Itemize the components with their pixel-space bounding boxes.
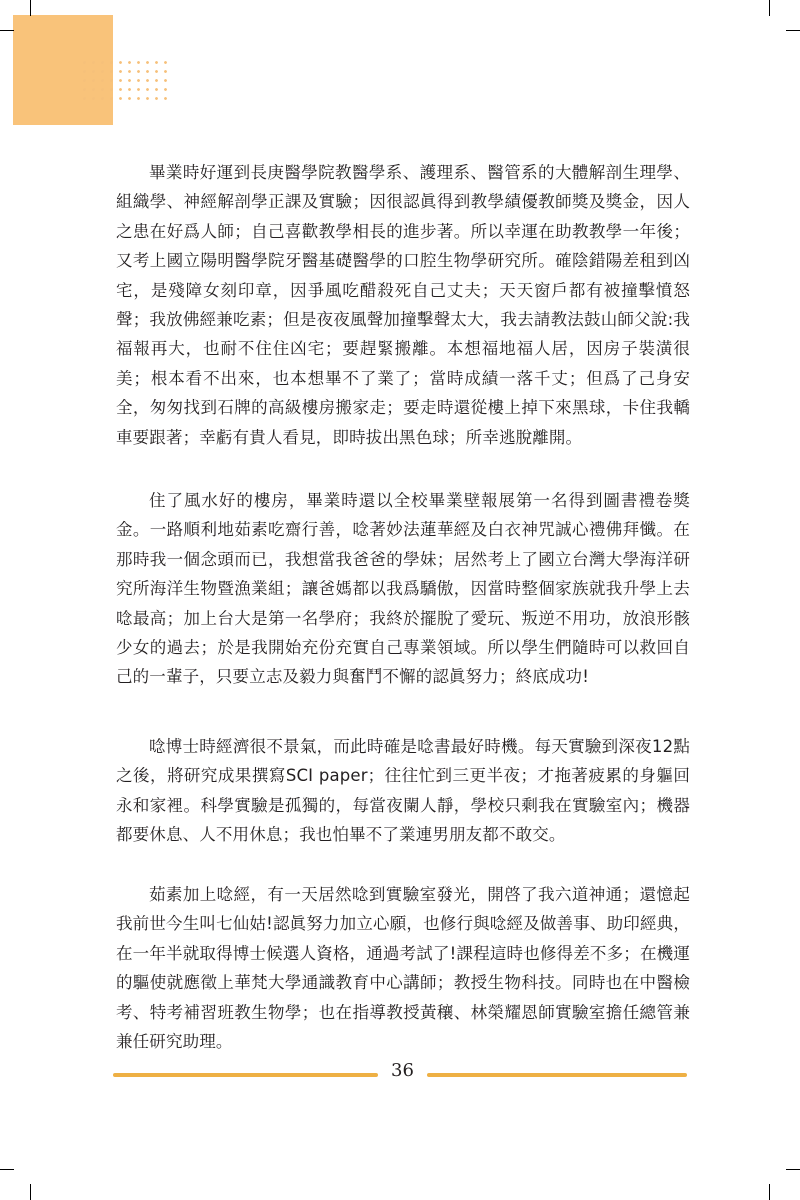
body-paragraph: 住了風水好的樓房，畢業時還以全校畢業壁報展第一名得到圖書禮卷獎金。一路順利地茹素吃齋行善，唸著妙法蓮華經及白衣神咒誠心禮佛拜懺。在那時我一個念頭而已，我想當我爸爸的學妹；居然考上了國立台灣大學海洋研究所海洋生物暨漁業組；讓爸媽都以我爲驕傲，因當時整個家族就我升學上去唸最高；加上台大是第一名學府；我終於擺脫了愛玩、叛逆不用功，放浪形骸少女的過去；於是我開始充份充實自己專業領域。所以學生們隨時可以救回自己的一輩子，只要立志及毅力與奮鬥不懈的認眞努力；終底成功! (116, 491, 690, 687)
footer-rule-right (427, 1073, 687, 1077)
crop-mark (769, 1184, 770, 1200)
body-paragraph: 畢業時好運到長庚醫學院教醫學系、護理系、醫管系的大體解剖生理學、組織學、神經解剖學正課及實驗；因很認眞得到教學績優教師獎及獎金，因人之患在好爲人師；自己喜歡教學相長的進步著。所以幸運在助教教學一年後；又考上國立陽明醫學院牙醫基礎醫學的口腔生物學研究所。確陰錯陽差租到凶宅，是殘障女刻印章，因爭風吃醋殺死自己丈夫；天天窗戶都有被撞擊憤怒聲；我放佛經兼吃素；但是夜夜風聲加撞擊聲太大，我去請教法鼓山師父說:我福報再大，也耐不住住凶宅；要趕緊搬離。本想福地福人居，因房子裝潢很美；根本看不出來，也本想畢不了業了；當時成績一落千丈；但爲了己身安全，匆匆找到石牌的高級樓房搬家走；要走時還從樓上掉下來黑球，卡住我轎車要跟著；幸虧有貴人看見，即時拔出黑色球；所幸逃脫離開。 (116, 163, 690, 447)
crop-mark (786, 1169, 800, 1170)
crop-mark (0, 30, 14, 31)
crop-mark (786, 30, 800, 31)
footer-rule-left (113, 1073, 378, 1077)
crop-mark (769, 0, 770, 16)
crop-mark (30, 1184, 31, 1200)
body-paragraph: 唸博士時經濟很不景氣，而此時確是唸書最好時機。每天實驗到深夜12點之後，將研究成果撰寫SCI paper；往往忙到三更半夜；才拖著疲累的身軀回永和家裡。科學實驗是孤獨的，每當夜闌人靜，學校只剩我在實驗室內；機器都要休息、人不用休息；我也怕畢不了業連男朋友都不敢交。 (116, 737, 690, 845)
page-number: 36 (391, 1060, 414, 1081)
body-paragraph: 茹素加上唸經，有一天居然唸到實驗室發光，開啓了我六道神通；還憶起我前世今生叫七仙姑!認眞努力加立心願，也修行與唸經及做善事、助印經典，在一年半就取得博士候選人資格，通過考試了!課程這時也修得差不多；在機運的驅使就應徵上華梵大學通識教育中心講師；教授生物科技。同時也在中醫檢考、特考補習班教生物學；也在指導教授黃穰、林榮耀恩師實驗室擔任總管兼兼任研究助理。 (116, 885, 690, 1052)
crop-mark (0, 1169, 14, 1170)
dot-pattern-decoration (80, 58, 170, 106)
crop-mark (30, 0, 31, 16)
